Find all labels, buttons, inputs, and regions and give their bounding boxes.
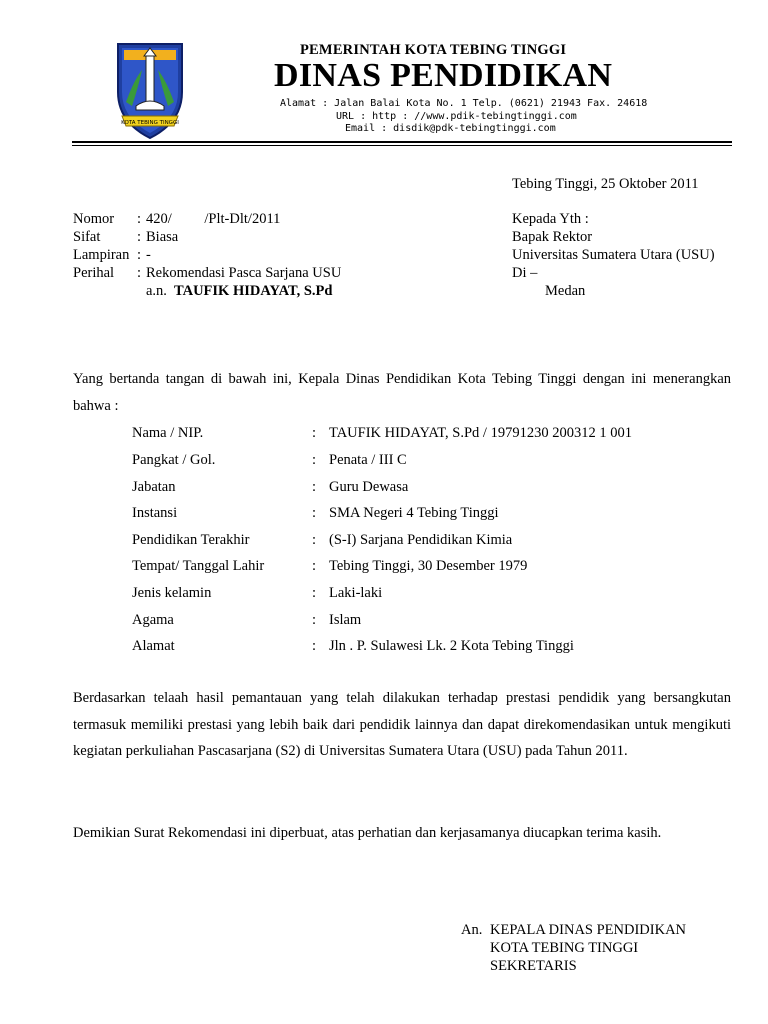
- meta-label-perihal: Perihal: [73, 265, 115, 281]
- detail-value: Islam: [329, 612, 362, 628]
- intro-paragraph: Yang bertanda tangan di bawah ini, Kepala Dinas Pendidikan Kota Tebing Tinggi dengan ini menerangkan bahwa :: [73, 371, 731, 414]
- letterhead-email: Email : disdik@pdk-tebingtinggi.com: [345, 123, 556, 134]
- recipient-city: Medan: [545, 283, 586, 299]
- meta-colon: :: [137, 265, 142, 281]
- detail-value: Jln . P. Sulawesi Lk. 2 Kota Tebing Tinggi: [329, 638, 574, 654]
- detail-colon: :: [312, 558, 317, 574]
- detail-colon: :: [312, 585, 317, 601]
- letterhead-address: Alamat : Jalan Balai Kota No. 1 Telp. (0621) 21943 Fax. 24618: [280, 98, 648, 109]
- detail-label: Jenis kelamin: [132, 585, 212, 601]
- signature-prefix: An.: [461, 922, 483, 938]
- meta-colon: :: [137, 229, 142, 245]
- government-name: PEMERINTAH KOTA TEBING TINGGI: [300, 42, 567, 58]
- detail-value: Tebing Tinggi, 30 Desember 1979: [329, 558, 528, 574]
- detail-value: Guru Dewasa: [329, 479, 409, 495]
- body-paragraph: Berdasarkan telaah hasil pemantauan yang telah dilakukan terhadap prestasi pendidik yang bersangkutan termasuk memiliki prestasi yang lebih baik dari pendidik lainnya dan dapat direkomendasikan untuk mengikuti kegiatan perkuliahan Pascasarjana (S2) di Universitas Sumatera Utara (USU) pada Tahun 2011.: [73, 690, 731, 759]
- recipient-greeting: Kepada Yth :: [512, 211, 589, 227]
- detail-label: Agama: [132, 612, 174, 628]
- detail-colon: :: [312, 479, 317, 495]
- letter-date: Tebing Tinggi, 25 Oktober 2011: [512, 176, 699, 192]
- city-emblem-logo: [112, 40, 188, 140]
- letterhead-rule-thick: [72, 141, 732, 143]
- meta-label-sifat: Sifat: [73, 229, 101, 245]
- signature-role: SEKRETARIS: [490, 958, 577, 974]
- detail-value: Laki-laki: [329, 585, 383, 601]
- letterhead-url: URL : http : //www.pdik-tebingtinggi.com: [336, 111, 577, 122]
- detail-colon: :: [312, 532, 317, 548]
- recipient-title: Bapak Rektor: [512, 229, 593, 245]
- recipient-institution: Universitas Sumatera Utara (USU): [512, 247, 715, 263]
- signature-title: KEPALA DINAS PENDIDIKAN: [490, 922, 687, 938]
- detail-colon: :: [312, 505, 317, 521]
- signature-office: KOTA TEBING TINGGI: [490, 940, 639, 956]
- detail-label: Instansi: [132, 505, 178, 521]
- meta-value-perihal: Rekomendasi Pasca Sarjana USU: [146, 265, 342, 281]
- meta-value-nomor: 420/ /Plt-Dlt/2011: [146, 211, 281, 227]
- letterhead-rule-thin: [72, 145, 732, 146]
- department-name: DINAS PENDIDIKAN: [274, 57, 613, 94]
- recipient-at: Di –: [512, 265, 538, 281]
- meta-label-nomor: Nomor: [73, 211, 115, 227]
- meta-colon: :: [137, 211, 142, 227]
- detail-colon: :: [312, 612, 317, 628]
- meta-colon: :: [137, 247, 142, 263]
- detail-label: Jabatan: [132, 479, 176, 495]
- detail-colon: :: [312, 638, 317, 654]
- meta-value-lampiran: -: [146, 247, 151, 263]
- detail-value: TAUFIK HIDAYAT, S.Pd / 19791230 200312 1 001: [329, 425, 632, 441]
- detail-value: (S-I) Sarjana Pendidikan Kimia: [329, 532, 513, 548]
- detail-value: Penata / III C: [329, 452, 407, 468]
- meta-label-lampiran: Lampiran: [73, 247, 130, 263]
- closing-paragraph: Demikian Surat Rekomendasi ini diperbuat, atas perhatian dan kerjasamanya diucapkan terima kasih.: [73, 825, 662, 841]
- detail-colon: :: [312, 425, 317, 441]
- detail-label: Pangkat / Gol.: [132, 452, 216, 468]
- subject-an-prefix: a.n.: [146, 283, 167, 299]
- detail-label: Alamat: [132, 638, 175, 654]
- detail-label: Tempat/ Tanggal Lahir: [132, 558, 265, 574]
- detail-colon: :: [312, 452, 317, 468]
- detail-label: Nama / NIP.: [132, 425, 204, 441]
- detail-label: Pendidikan Terakhir: [132, 532, 250, 548]
- svg-text:KOTA TEBING TINGGI: KOTA TEBING TINGGI: [121, 120, 179, 126]
- subject-an-name: TAUFIK HIDAYAT, S.Pd: [174, 283, 333, 299]
- detail-value: SMA Negeri 4 Tebing Tinggi: [329, 505, 499, 521]
- meta-value-sifat: Biasa: [146, 229, 179, 245]
